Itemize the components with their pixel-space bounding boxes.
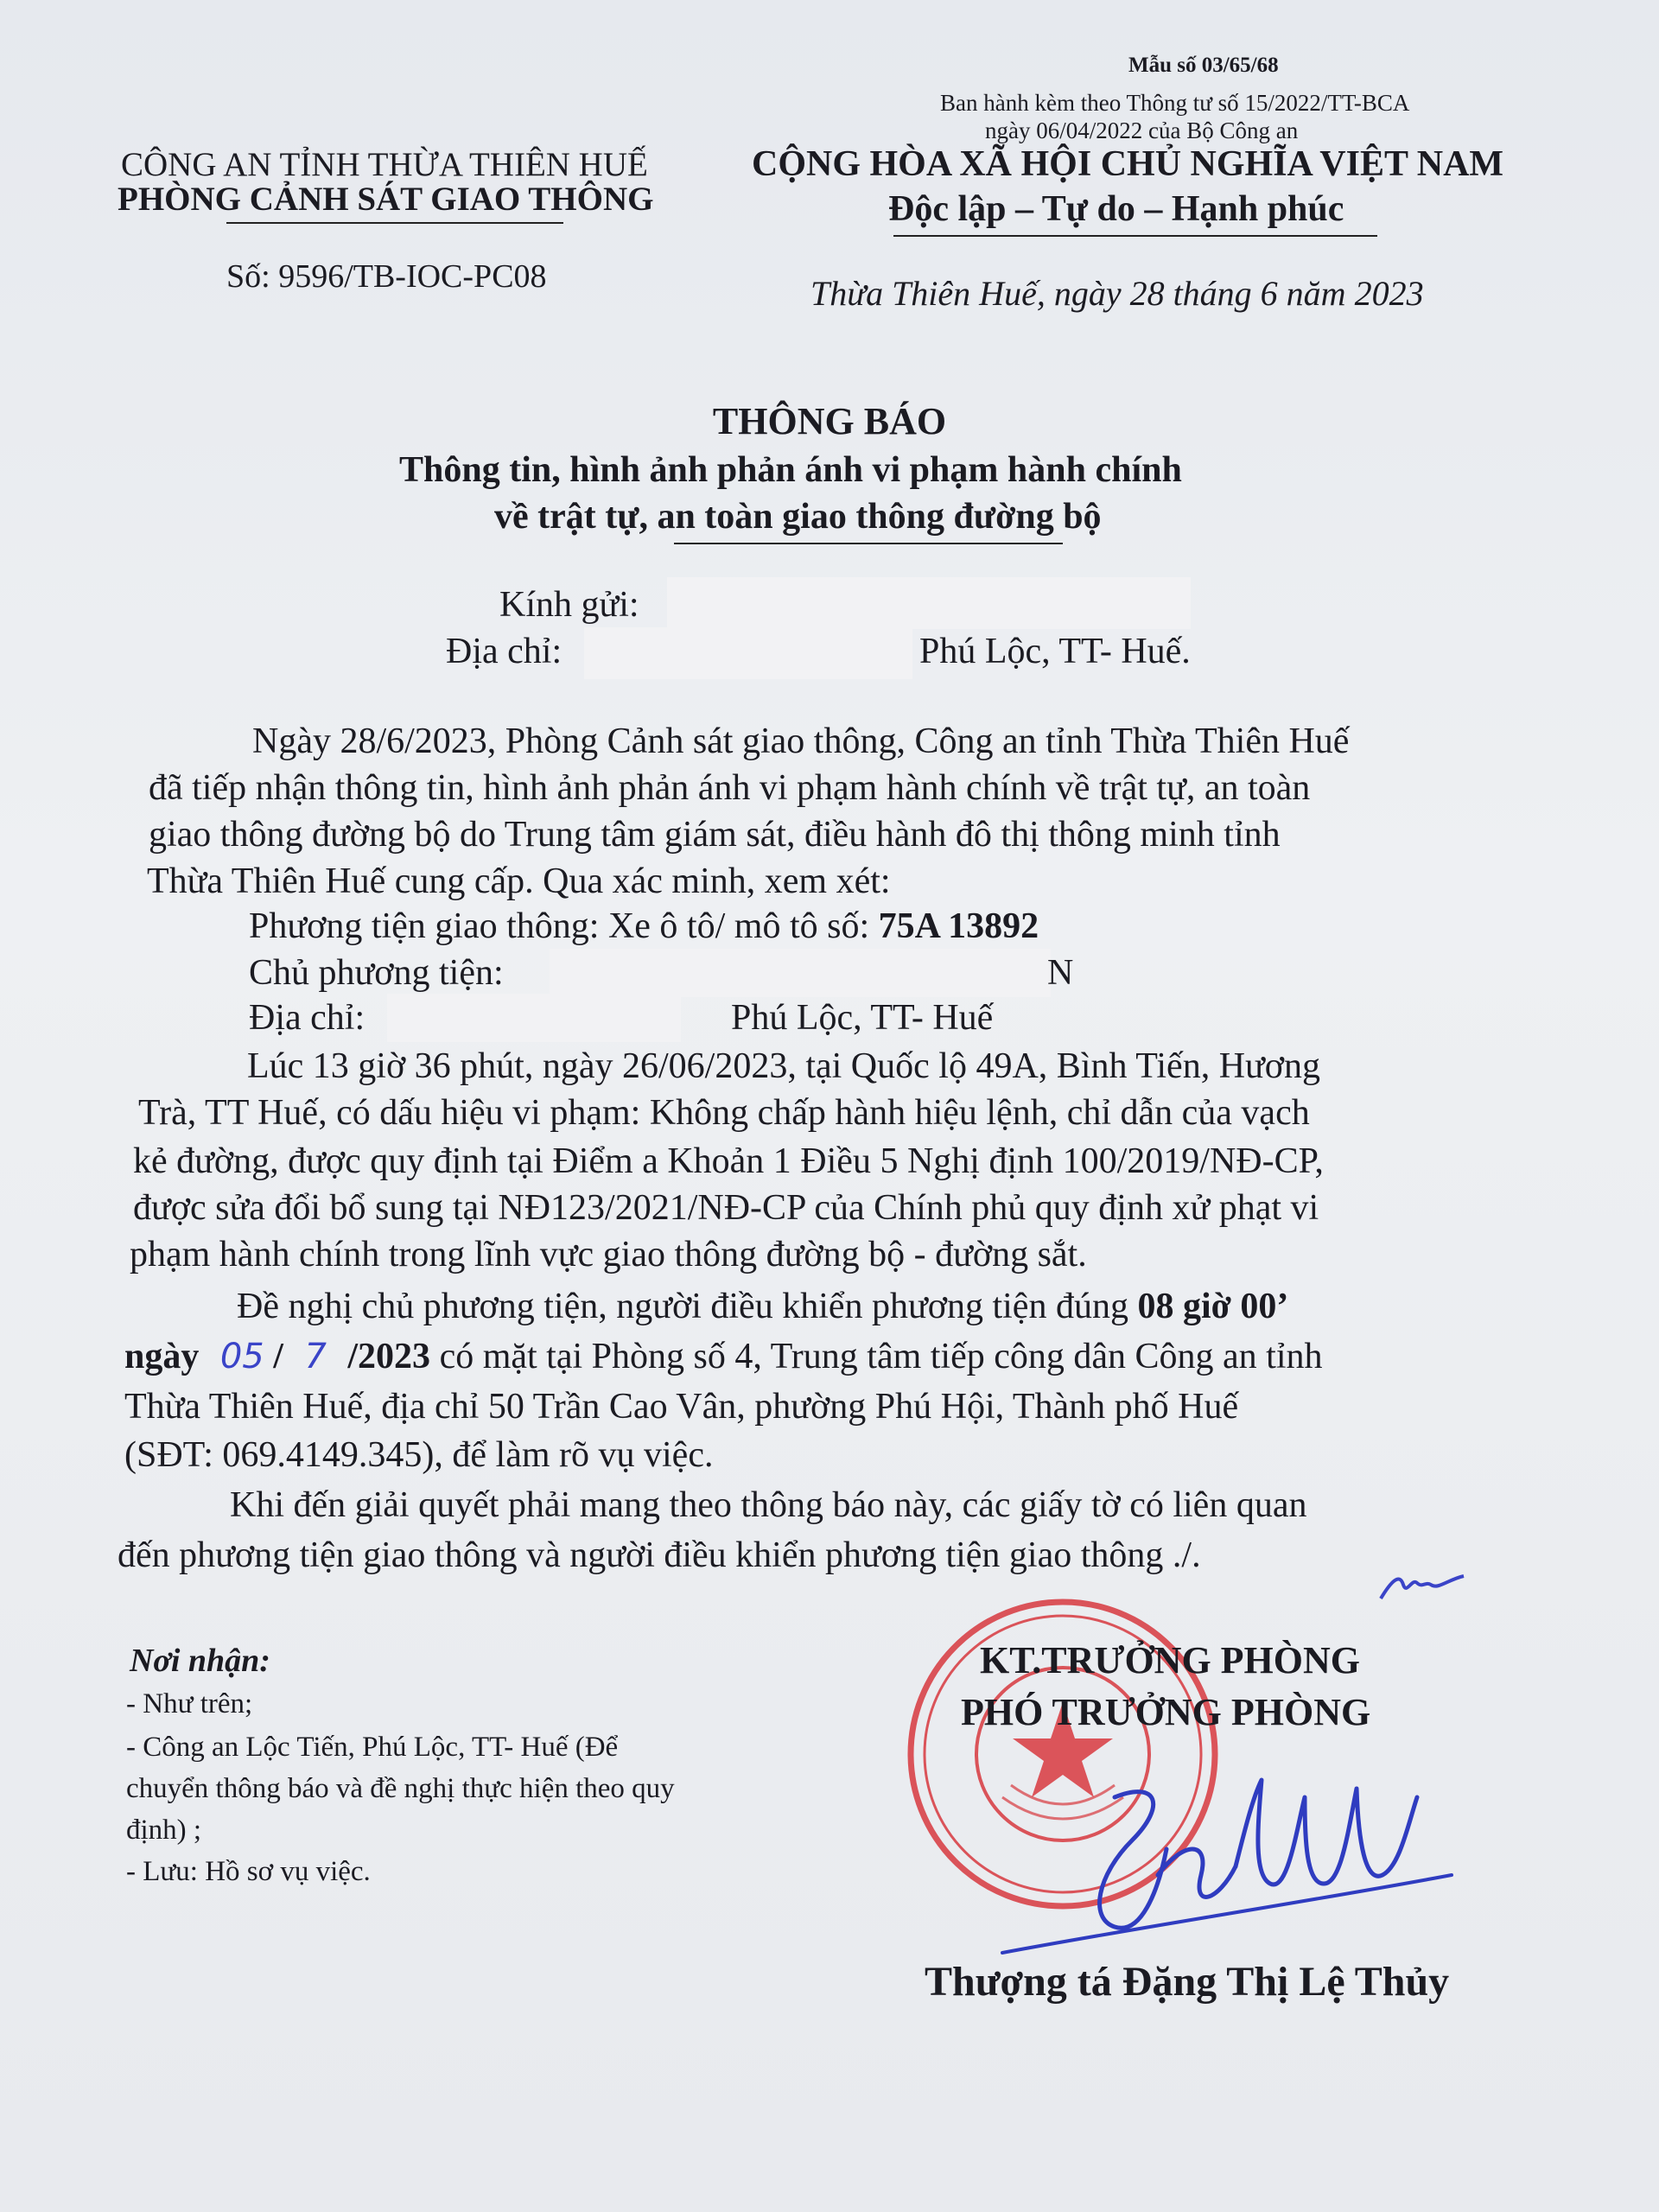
national-name: CỘNG HÒA XÃ HỘI CHỦ NGHĨA VIỆT NAM — [752, 144, 1504, 184]
redacted-owner-name — [550, 949, 1051, 997]
place-date: Thừa Thiên Huế, ngày 28 tháng 6 năm 2023 — [810, 274, 1424, 313]
initials-mark — [1374, 1547, 1469, 1616]
paragraph2-line5: phạm hành chính trong lĩnh vực giao thông đường bộ - đường sắt. — [130, 1235, 1087, 1274]
agency-name: PHÒNG CẢNH SÁT GIAO THÔNG — [118, 181, 654, 218]
receivers-item1: - Như trên; — [126, 1688, 253, 1719]
receivers-title: Nơi nhận: — [130, 1643, 270, 1679]
receivers-item2-line3: định) ; — [126, 1815, 202, 1846]
paragraph2-line3: kẻ đường, được quy định tại Điểm a Khoản 1 Điều 5 Nghị định 100/2019/NĐ-CP, — [133, 1141, 1324, 1181]
appointment-time: 08 giờ 00’ — [1137, 1287, 1289, 1326]
signer-name: Thượng tá Đặng Thị Lệ Thủy — [925, 1959, 1450, 2005]
appointment-year: /2023 — [347, 1337, 431, 1376]
signature-role1: KT.TRƯỞNG PHÒNG — [980, 1639, 1360, 1681]
owner-address-label: Địa chỉ: — [249, 998, 365, 1038]
handwritten-day: 05 — [219, 1337, 264, 1376]
paragraph4-line1: Khi đến giải quyết phải mang theo thông báo này, các giấy tờ có liên quan — [230, 1485, 1307, 1525]
handwritten-signature — [985, 1745, 1469, 1970]
agency-parent: CÔNG AN TỈNH THỪA THIÊN HUẾ — [121, 146, 648, 183]
notice-subtitle-line2: về trật tự, an toàn giao thông đường bộ — [494, 497, 1102, 537]
paragraph3-line2 — [124, 1336, 1323, 1377]
owner-address-tail: Phú Lộc, TT- Huế — [731, 998, 994, 1038]
form-reference-line2: ngày 06/04/2022 của Bộ Công an — [985, 118, 1299, 143]
receivers-item2-line2: chuyển thông báo và đề nghị thực hiện theo quy — [126, 1773, 675, 1804]
vehicle-label: Phương tiện giao thông: Xe ô tô/ mô tô số: — [249, 906, 870, 946]
form-reference-line1: Ban hành kèm theo Thông tư số 15/2022/TT-BCA — [940, 90, 1410, 116]
paragraph3-line4: (SĐT: 069.4149.345), để làm rõ vụ việc. — [124, 1435, 714, 1475]
paragraph3-line1 — [237, 1286, 1288, 1327]
notice-title: THÔNG BÁO — [712, 400, 947, 442]
title-underline — [674, 543, 1063, 544]
appointment-place: có mặt tại Phòng số 4, Trung tâm tiếp công dân Công an tỉnh — [439, 1337, 1323, 1376]
paragraph3-line3: Thừa Thiên Huế, địa chỉ 50 Trần Cao Vân, phường Phú Hội, Thành phố Huế — [124, 1387, 1239, 1427]
license-plate: 75A 13892 — [878, 906, 1039, 946]
owner-name-tail: N — [1047, 953, 1074, 993]
vehicle-line — [249, 906, 1039, 947]
receivers-item2-line1: - Công an Lộc Tiến, Phú Lộc, TT- Huế (Để — [126, 1732, 619, 1763]
receivers-item3: - Lưu: Hồ sơ vụ việc. — [126, 1856, 371, 1887]
paragraph2-line4: được sửa đổi bổ sung tại NĐ123/2021/NĐ-CP của Chính phủ quy định xử phạt vi — [133, 1188, 1319, 1228]
redacted-recipient-name — [667, 577, 1191, 629]
paragraph2-line1: Lúc 13 giờ 36 phút, ngày 26/06/2023, tại Quốc lộ 49A, Bình Tiến, Hương — [247, 1046, 1320, 1086]
date-slash: / — [273, 1337, 283, 1376]
paragraph2-line2: Trà, TT Huế, có dấu hiệu vi phạm: Không chấp hành hiệu lệnh, chỉ dẫn của vạch — [138, 1093, 1310, 1133]
recipient-label: Kính gửi: — [499, 585, 639, 625]
paragraph1-line3: giao thông đường bộ do Trung tâm giám sát, điều hành đô thị thông minh tỉnh — [149, 815, 1281, 855]
recipient-address-label: Địa chỉ: — [446, 632, 563, 671]
owner-label: Chủ phương tiện: — [249, 953, 504, 993]
notice-subtitle-line1: Thông tin, hình ảnh phản ánh vi phạm hành chính — [399, 450, 1182, 490]
redacted-recipient-address — [584, 627, 912, 679]
document-number: Số: 9596/TB-IOC-PC08 — [226, 258, 547, 295]
national-motto: Độc lập – Tự do – Hạnh phúc — [888, 189, 1344, 229]
handwritten-month: 7 — [304, 1337, 327, 1376]
agency-underline — [226, 222, 563, 224]
recipient-address-tail: Phú Lộc, TT- Huế. — [919, 632, 1191, 671]
appointment-day-label: ngày — [124, 1337, 200, 1376]
motto-underline — [893, 235, 1377, 237]
paragraph1-line4: Thừa Thiên Huế cung cấp. Qua xác minh, xem xét: — [147, 861, 891, 901]
signature-role2: PHÓ TRƯỞNG PHÒNG — [961, 1691, 1371, 1733]
paragraph1-line2: đã tiếp nhận thông tin, hình ảnh phản ánh vi phạm hành chính về trật tự, an toàn — [149, 768, 1311, 808]
redacted-owner-address — [387, 994, 681, 1042]
paragraph3-request: Đề nghị chủ phương tiện, người điều khiển phương tiện đúng — [237, 1287, 1128, 1326]
paragraph1-line1: Ngày 28/6/2023, Phòng Cảnh sát giao thông, Công an tỉnh Thừa Thiên Huế — [252, 721, 1350, 761]
paragraph4-line2: đến phương tiện giao thông và người điều khiển phương tiện giao thông ./. — [118, 1535, 1201, 1575]
form-number: Mẫu số 03/65/68 — [1128, 54, 1279, 77]
